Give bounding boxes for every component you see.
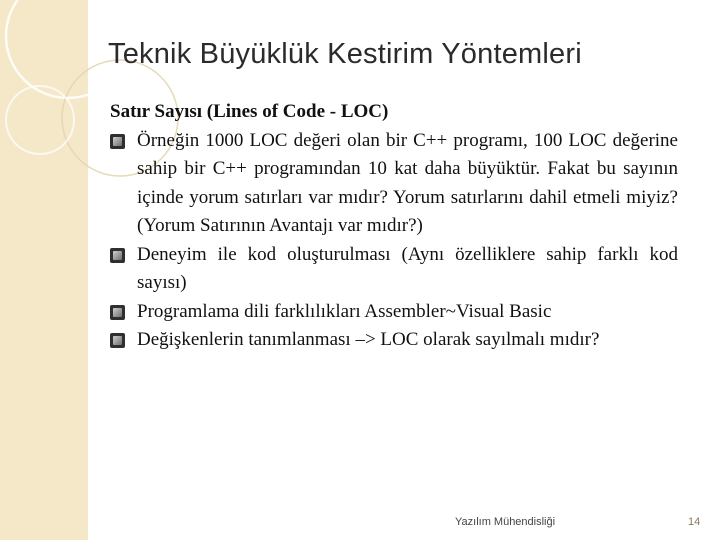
page-number: 14: [688, 516, 701, 528]
footer-text: Yazılım Mühendisliği: [455, 516, 556, 528]
bullet-text: Değişkenlerin tanımlanması –> LOC olarak sayılmalı mıdır?: [137, 329, 600, 350]
bullet-text: Örneğin 1000 LOC değeri olan bir C++ programı, 100 LOC değerine sahip bir C++ programından 10 kat daha büyüktür. Fakat bu sayının içinde yorum satırları var mıdır? Yorum satırlarını dahil etmeli miyiz? (Yorum Satırının Avantajı var mıdır?): [137, 129, 678, 236]
section-heading: Satır Sayısı (Lines of Code - LOC): [110, 101, 389, 122]
checkbox-bullet-icon: [110, 134, 125, 149]
bullet-item: [110, 326, 678, 355]
bullet-text: Deneyim ile kod oluşturulması (Aynı özelliklere sahip farklı kod sayısı): [137, 243, 678, 293]
checkbox-bullet-icon: [110, 333, 125, 348]
bullet-item: [110, 127, 678, 241]
slide-content: [110, 98, 678, 355]
slide-title: Teknik Büyüklük Kestirim Yöntemleri: [108, 38, 582, 70]
bullet-item: [110, 241, 678, 298]
checkbox-bullet-icon: [110, 248, 125, 263]
bullet-text: Programlama dili farklılıkları Assembler~Visual Basic: [137, 300, 552, 322]
checkbox-bullet-icon: [110, 305, 125, 320]
bullet-item: [110, 298, 678, 327]
